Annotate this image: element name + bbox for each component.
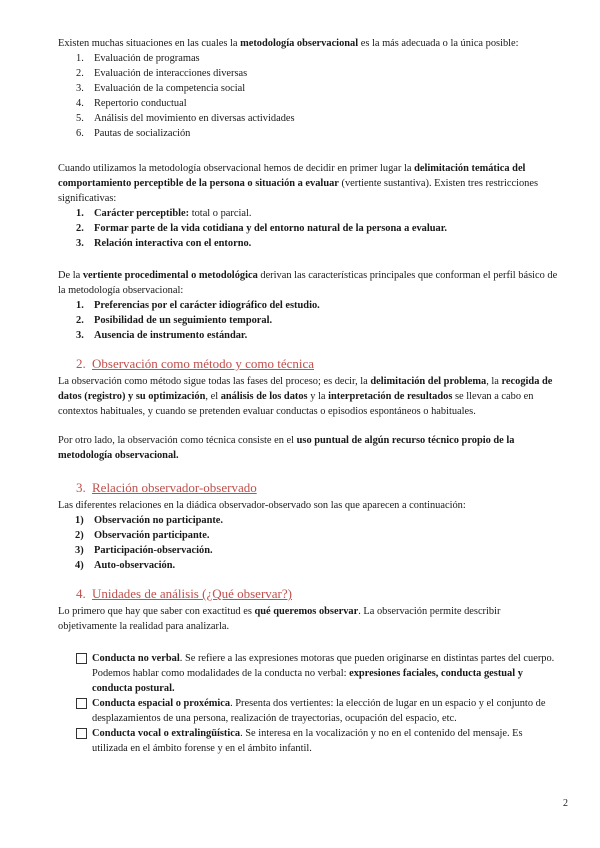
page-number: 2 bbox=[563, 798, 568, 809]
list-item: 1. Carácter perceptible: total o parcial. bbox=[76, 208, 252, 219]
checklist-item: Conducta vocal o extralingüística. Se interesa en la vocalización y no en el contenido del mensaje. Es utilizada en el ámbito forense y en el ámbito infantil. bbox=[58, 726, 560, 756]
checkbox-icon[interactable] bbox=[76, 698, 87, 709]
section-heading-2: 2. Observación como método y como técnica bbox=[76, 356, 315, 371]
list-item: 2. Posibilidad de un seguimiento temporal. bbox=[76, 315, 273, 326]
list-item: 1. Evaluación de programas bbox=[76, 53, 200, 64]
section-heading-3: 3. Relación observador-observado bbox=[76, 480, 257, 495]
intro-paragraph: Existen muchas situaciones en las cuales la metodología observacional es la más adecuada o la única posible: bbox=[58, 38, 519, 49]
list-item: 3. Relación interactiva con el entorno. bbox=[76, 238, 252, 249]
list-item: 3) Participación-observación. bbox=[75, 545, 213, 556]
intro-list bbox=[58, 51, 560, 141]
checkbox-icon[interactable] bbox=[76, 728, 87, 739]
restrictions-list bbox=[58, 206, 560, 251]
relations-list bbox=[58, 513, 560, 573]
list-item: 1. Preferencias por el carácter idiográfico del estudio. bbox=[76, 300, 320, 311]
section4-paragraph: Lo primero que hay que saber con exactitud es qué queremos observar. La observación permite describir objetivamente la realidad para analizarla. bbox=[58, 606, 501, 632]
checklist-item: Conducta espacial o proxémica. Presenta dos vertientes: la elección de lugar en un espacio y el conjunto de desplazamientos de una persona, realización de trayectorias, ocupación del espacio, etc. bbox=[58, 696, 560, 726]
section3-paragraph: Las diferentes relaciones en la diádica observador-observado son las que aparecen a continuación: bbox=[58, 500, 466, 511]
list-item: 4) Auto-observación. bbox=[75, 560, 176, 571]
section-heading-4: 4. Unidades de análisis (¿Qué observar?) bbox=[76, 586, 292, 601]
checkbox-icon[interactable] bbox=[76, 653, 87, 664]
section2-paragraph-1: La observación como método sigue todas las fases del proceso; es decir, la delimitación del problema, la recogida de datos (registro) y su optimización, el análisis de los datos y la interpretación de resultados se llevan a cabo en contextos habituales, y cuando se pretenden evaluar conductas o episodios espontáneos o habituales. bbox=[58, 376, 553, 417]
restrictions-paragraph: Cuando utilizamos la metodología observacional hemos de decidir en primer lugar la delimitación temática del comportamiento perceptible de la persona o situación a evaluar (vertiente sustantiva). Existen tres restricciones significativas: bbox=[58, 163, 539, 204]
list-item: 3. Ausencia de instrumento estándar. bbox=[76, 330, 248, 341]
list-item: 5. Análisis del movimiento en diversas actividades bbox=[76, 113, 295, 124]
list-item: 2. Formar parte de la vida cotidiana y del entorno natural de la persona a evaluar. bbox=[76, 223, 447, 234]
document-page bbox=[58, 36, 560, 756]
list-item: 2. Evaluación de interacciones diversas bbox=[76, 68, 248, 79]
list-item: 3. Evaluación de la competencia social bbox=[76, 83, 246, 94]
section2-paragraph-2: Por otro lado, la observación como técnica consiste en el uso puntual de algún recurso técnico propio de la metodología observacional. bbox=[58, 435, 515, 461]
procedural-list bbox=[58, 298, 560, 343]
list-item: 4. Repertorio conductual bbox=[76, 98, 187, 109]
list-item: 1) Observación no participante. bbox=[75, 515, 224, 526]
checklist-item: Conducta no verbal. Se refiere a las expresiones motoras que pueden originarse en distintas partes del cuerpo. Podemos hablar como modalidades de la conducta no verbal: expresiones faciales, conducta gestual y conducta postural. bbox=[58, 651, 560, 696]
procedural-paragraph: De la vertiente procedimental o metodológica derivan las características principales que conforman el perfil básico de la metodología observacional: bbox=[58, 270, 558, 296]
list-item: 6. Pautas de socialización bbox=[76, 128, 191, 139]
list-item: 2) Observación participante. bbox=[75, 530, 210, 541]
